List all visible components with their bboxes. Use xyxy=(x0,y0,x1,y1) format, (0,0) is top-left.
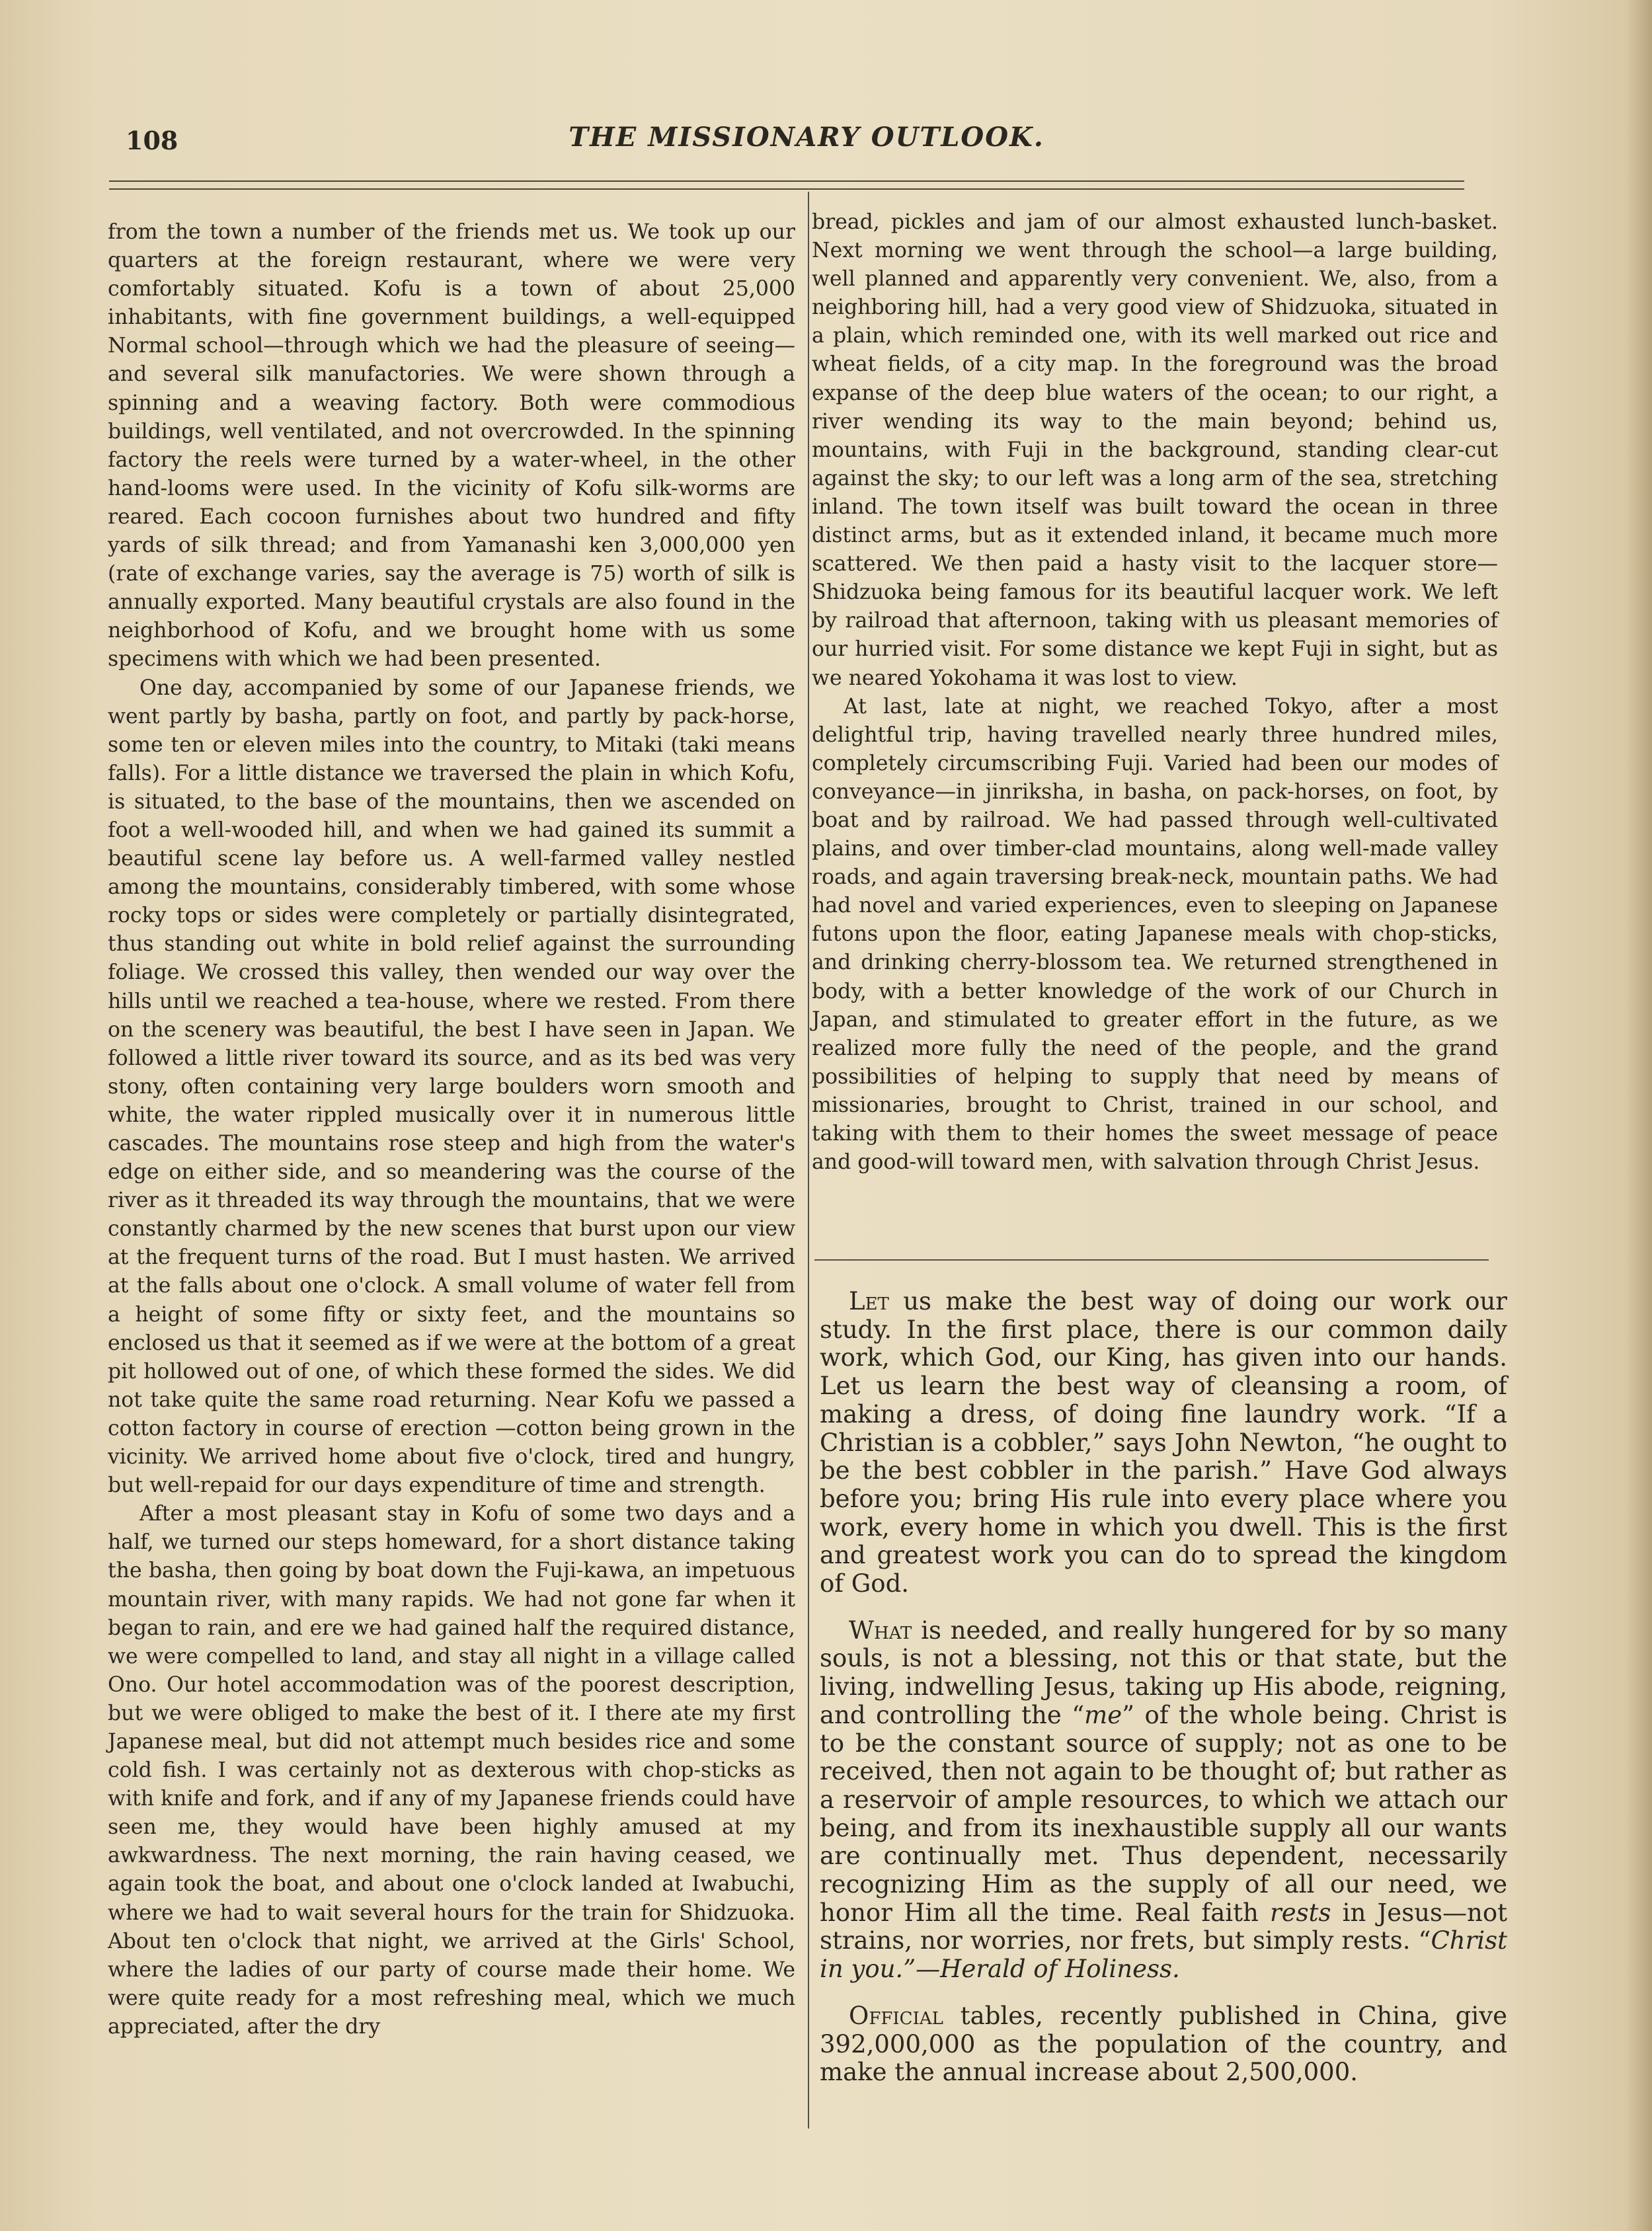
journal-title: THE MISSIONARY OUTLOOK. xyxy=(569,122,1044,153)
item-what-rests: rests xyxy=(1270,1898,1331,1927)
page-edge-shadow xyxy=(1626,0,1652,2231)
right-paragraph-2: At last, late at night, we reached Tokyo, after a most delightful trip, having travelled nearly three hundred miles, completely circumscribing Fuji. Varied had been our modes of conveyance—in jinriksha, in basha, on pack-horses, on foot, by boat and by railroad. We had passed through well-cultivated plains, and over timber-clad mountains, along well-made valley roads, and again traversing break-neck, mountain paths. We had had novel and varied experiences, even to sleeping on Japanese futons upon the floor, eating Japanese meals with chop-sticks, and drinking cherry-blossom tea. We returned strengthened in body, with a better knowledge of the work of our Church in Japan, and stimulated to greater effort in the future, as we realized more fully the need of the people, and the grand possibilities of helping to supply that need by means of missionaries, brought to Christ, trained in our school, and taking with them to their homes the sweet message of peace and good-will toward men, with salvation through Christ Jesus. xyxy=(812,694,1498,1175)
item-what-text-b: ” of the whole being. Christ is to be the constant source of supply; not as one to be received, then not again to be thought of; but rather as a reservoir of ample resources, to which we attach our being, and from its inexhaustible supply all our wants are continually met. Thus dependent, necessarily recognizing Him as the supply of all our need, we honor Him all the time. Real faith xyxy=(820,1700,1507,1927)
column-divider xyxy=(808,192,809,2129)
item-official-text: tables, recently published in China, give 392,000,000 as the population of the country, and make the annual increase about 2,500,000. xyxy=(820,2001,1507,2087)
right-paragraph-1: bread, pickles and jam of our almost exhausted lunch-basket. Next morning we went through the school—a large building, well planned and apparently very convenient. We, also, from a neighboring hill, had a very good view of Shidzuoka, situated in a plain, which reminded one, with its well marked out rice and wheat fields, of a city map. In the foreground was the broad expanse of the deep blue waters of the ocean; to our right, a river wending its way to the main beyond; behind us, mountains, with Fuji in the background, standing clear-cut against the sky; to our left was a long arm of the sea, stretching inland. The town itself was built toward the ocean in three distinct arms, but as it extended inland, it became much more scattered. We then paid a hasty visit to the lacquer store—Shidzuoka being famous for its beautiful lacquer work. We left by railroad that afternoon, taking with us pleasant memories of our hurried visit. For some distance we kept Fuji in sight, but as we neared Yokohama it was lost to view. xyxy=(812,210,1498,690)
item-what-lead: What xyxy=(849,1616,912,1645)
left-paragraph-1: from the town a number of the friends met us. We took up our quarters at the foreign restaurant, where we were very comfortably situated. Kofu is a town of about 25,000 inhabitants, with fine government buildings, a well-equipped Normal school—through which we had the pleasure of seeing—and several silk manufactories. We were shown through a spinning and a weaving factory. Both were commodious buildings, well ventilated, and not overcrowded. In the spinning factory the reels were turned by a water-wheel, in the other hand-looms were used. In the vicinity of Kofu silk-worms are reared. Each cocoon furnishes about two hundred and fifty yards of silk thread; and from Yamanashi ken 3,000,000 yen (rate of exchange varies, say the average is 75) worth of silk is annually exported. Many beautiful crystals are also found in the neighborhood of Kofu, and we brought home with us some specimens with which we had been presented. xyxy=(108,220,795,672)
header-rule xyxy=(109,180,1464,190)
item-what-is-needed xyxy=(820,1617,1507,1984)
item-official-lead: Official xyxy=(849,2001,943,2030)
item-what-text-a: is needed, and really hungered for by so many souls, is not a blessing, not this or that state, but the living, indwelling Jesus, taking up His abode, reigning, and controlling the “ xyxy=(820,1616,1507,1729)
section-divider xyxy=(814,1259,1489,1261)
left-paragraph-2: One day, accompanied by some of our Japanese friends, we went partly by basha, partly on foot, and partly by pack-horse, some ten or eleven miles into the country, to Mitaki (taki means falls). For a little distance we traversed the plain in which Kofu, is situated, to the base of the mountains, then we ascended on foot a well-wooded hill, and when we had gained its summit a beautiful scene lay before us. A well-farmed valley nestled among the mountains, considerably timbered, with some whose rocky tops or sides were completely or partially disintegrated, thus standing out white in bold relief against the surrounding foliage. We crossed this valley, then wended our way over the hills until we reached a tea-house, where we rested. From there on the scenery was beautiful, the best I have seen in Japan. We followed a little river toward its source, and as its bed was very stony, often containing very large boulders worn smooth and white, the water rippled musically over it in numerous little cascades. The mountains rose steep and high from the water's edge on either side, and so meandering was the course of the river as it threaded its way through the mountains, that we were constantly charmed by the new scenes that burst upon our view at the frequent turns of the road. But I must hasten. We arrived at the falls about one o'clock. A small volume of water fell from a height of some fifty or sixty feet, and the mountains so enclosed us that it seemed as if we were at the bottom of a great pit hollowed out of one, of which these formed the sides. We did not take quite the same road returning. Near Kofu we passed a cotton factory in course of erection —cotton being grown in the vicinity. We arrived home about five o'clock, tired and hungry, but well-repaid for our days expenditure of time and strength. xyxy=(108,676,795,1498)
item-best-way-lead: Let xyxy=(849,1287,889,1315)
item-best-way xyxy=(820,1288,1507,1598)
left-paragraph-3: After a most pleasant stay in Kofu of some two days and a half, we turned our steps homeward, for a short distance taking the basha, then going by boat down the Fuji-kawa, an impetuous mountain river, with many rapids. We had not gone far when it began to rain, and ere we had gained half the required distance, we were compelled to land, and stay all night in a village called Ono. Our hotel accommodation was of the poorest description, but we were obliged to make the best of it. I there ate my first Japanese meal, but did not attempt much besides rice and some cold fish. I was certainly not as dexterous with chop-sticks as with knife and fork, and if any of my Japanese friends could have seen me, they would have been highly amused at my awkwardness. The next morning, the rain having ceased, we again took the boat, and about one o'clock landed at Iwabuchi, where we had to wait several hours for the train for Shidzuoka. About ten o'clock that night, we arrived at the Girls' School, where the ladies of our party of course made their home. We were quite ready for a most refreshing meal, which we much appreciated, after the dry xyxy=(108,1502,795,2039)
page-number: 108 xyxy=(126,126,178,155)
item-what-text-c: in Jesus—not strains, nor worries, nor frets, but simply rests. “ xyxy=(820,1898,1507,1955)
left-column xyxy=(108,218,795,2041)
page-header xyxy=(126,122,1487,168)
item-what-me: me xyxy=(1084,1700,1122,1729)
right-column-top xyxy=(812,208,1498,1177)
item-best-way-text: us make the best way of doing our work our study. In the first place, there is our common daily work, which God, our King, has given into our hands. Let us learn the best way of cleansing a room, of making a dress, of doing fine laundry work. “If a Christian is a cobbler,” says John Newton, “he ought to be the best cobbler in the parish.” Have God always before you; bring His rule into every place where you work, every home in which you dwell. This is the first and greatest work you can do to spread the kingdom of God. xyxy=(820,1287,1507,1598)
right-column-bottom xyxy=(820,1288,1507,2105)
item-what-quote: Christ in you.”—Herald of Holiness. xyxy=(820,1926,1507,1984)
item-official-tables xyxy=(820,2002,1507,2087)
